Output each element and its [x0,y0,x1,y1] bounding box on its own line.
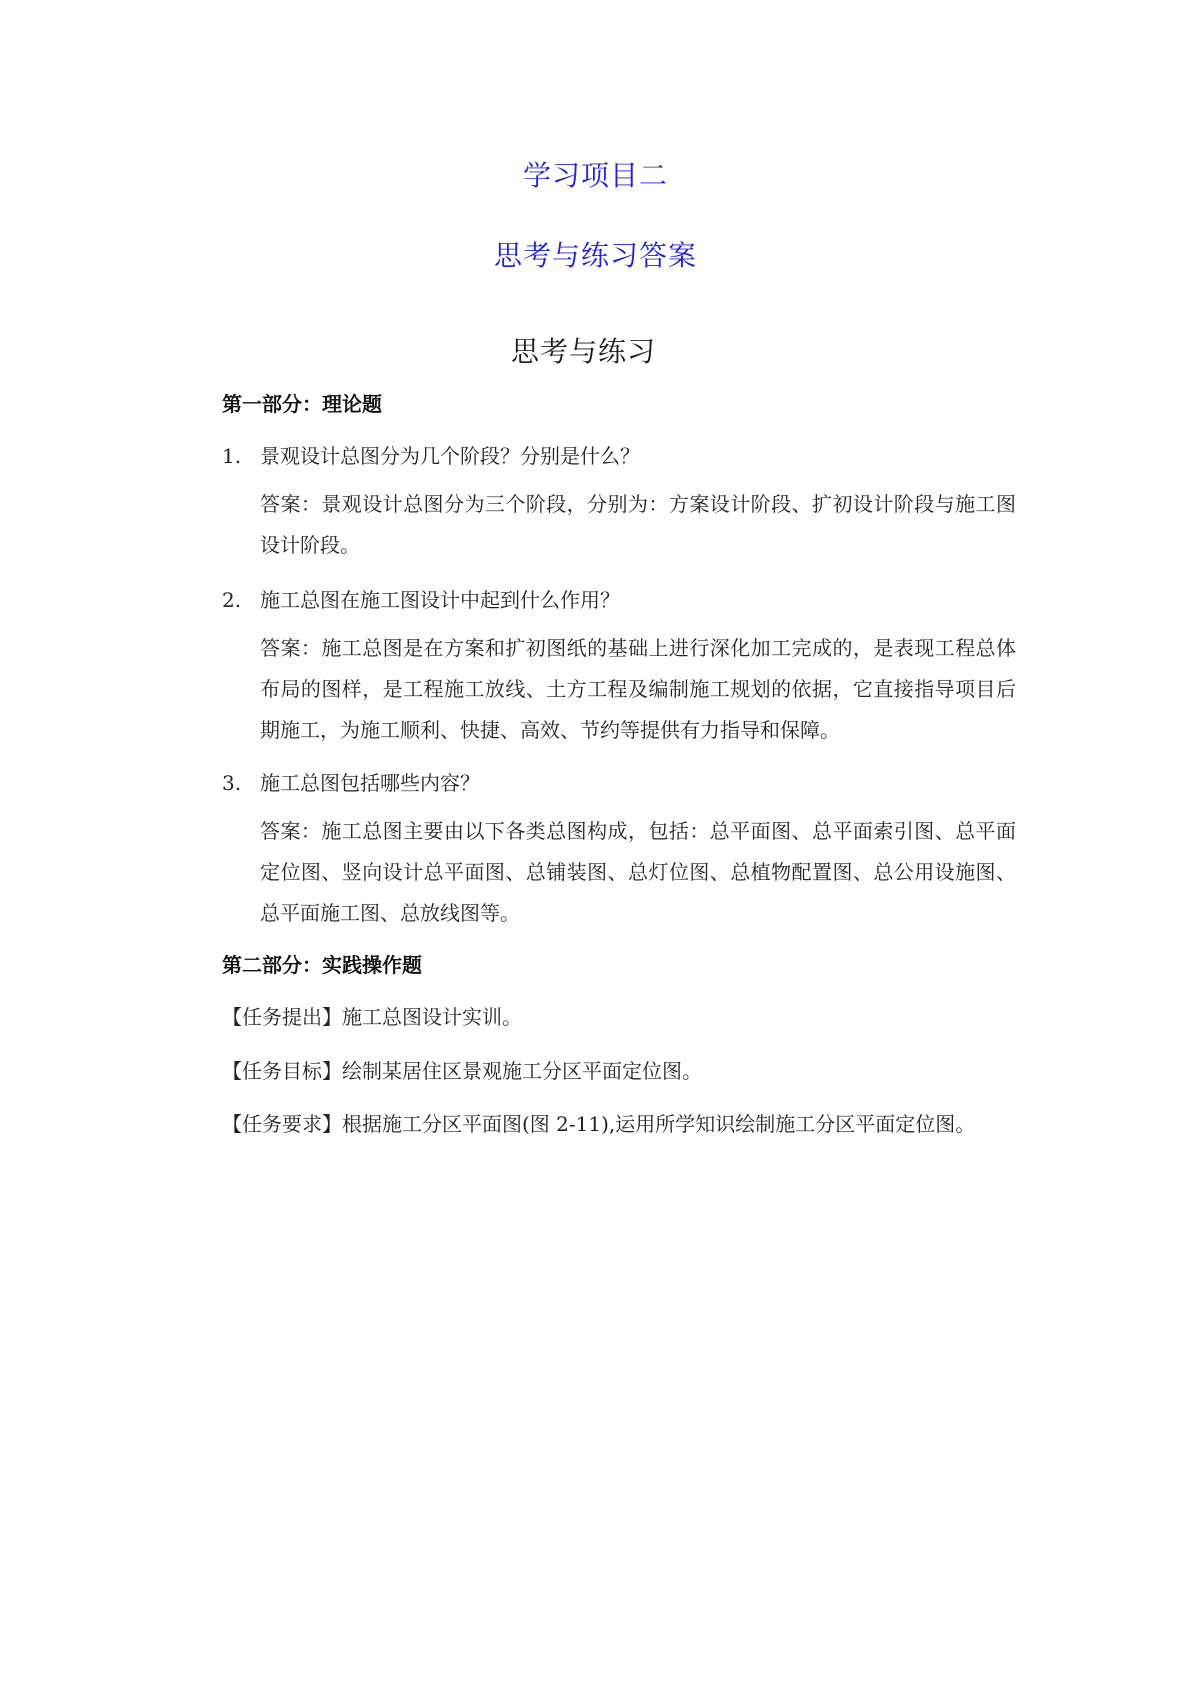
question-3 [222,767,480,796]
task-requirement: 【任务要求】根据施工分区平面图(图 2-11),运用所学知识绘制施工分区平面定位图。 [222,1112,976,1136]
task-proposal: 【任务提出】施工总图设计实训。 [222,1005,522,1029]
question-1 [222,440,640,469]
question-number: 1. [222,444,242,468]
answer-3: 答案：施工总图主要由以下各类总图构成，包括：总平面图、总平面索引图、总平面定位图、竖向设计总平面图、总铺装图、总灯位图、总植物配置图、总公用设施图、总平面施工图、总放线图等。 [260,819,1016,925]
section-title: 思考与练习 [510,335,656,368]
question-text: 景观设计总图分为几个阶段？分别是什么？ [260,444,640,468]
question-2 [222,584,620,613]
question-number: 3. [222,771,242,795]
document-subtitle: 思考与练习答案 [493,239,697,272]
answer-1: 答案：景观设计总图分为三个阶段，分别为：方案设计阶段、扩初设计阶段与施工图设计阶段。 [260,492,1016,557]
task-goal: 【任务目标】绘制某居住区景观施工分区平面定位图。 [222,1059,702,1083]
question-number: 2. [222,588,242,612]
document-title: 学习项目二 [522,159,668,192]
part1-heading: 第一部分：理论题 [222,392,382,416]
question-text: 施工总图在施工图设计中起到什么作用？ [260,588,620,612]
question-text: 施工总图包括哪些内容？ [260,771,480,795]
answer-2: 答案：施工总图是在方案和扩初图纸的基础上进行深化加工完成的，是表现工程总体布局的图样，是工程施工放线、土方工程及编制施工规划的依据，它直接指导项目后期施工，为施工顺利、快捷、高效、节约等提供有力指导和保障。 [260,636,1016,742]
part2-heading: 第二部分：实践操作题 [222,953,422,977]
